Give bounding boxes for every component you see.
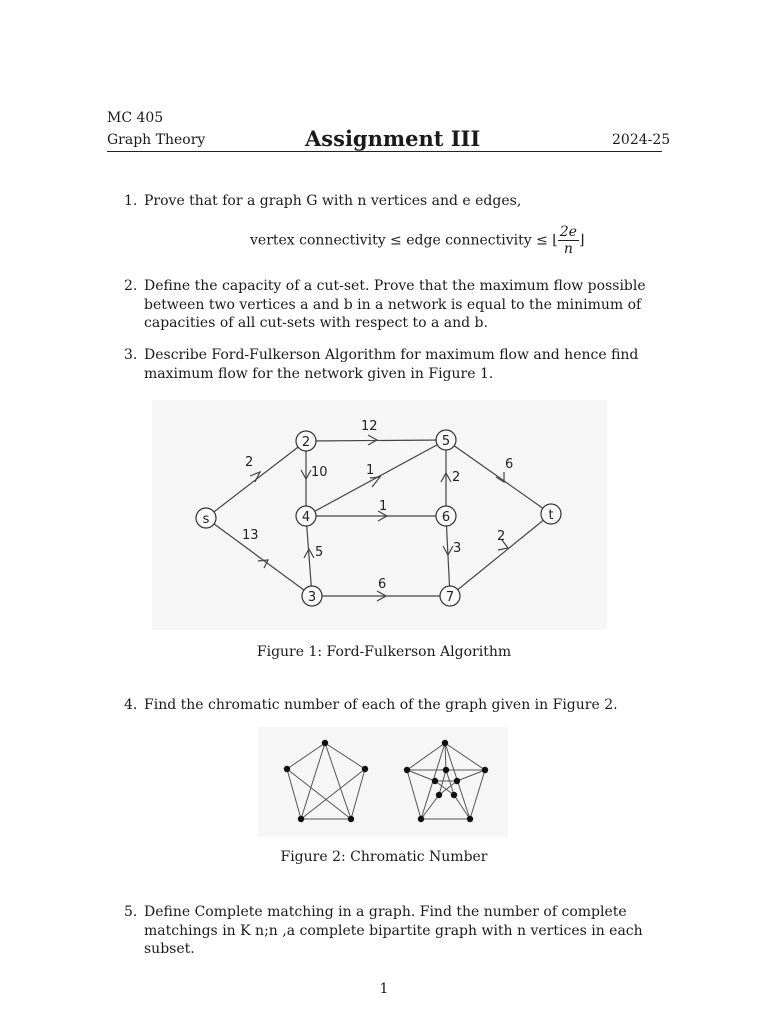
node-label-3: 3 xyxy=(307,590,317,605)
node-label-6: 6 xyxy=(441,510,451,525)
header-rule xyxy=(107,151,662,152)
vertex xyxy=(322,740,328,746)
question-number: 2. xyxy=(124,278,138,294)
capacity-7-t: 2 xyxy=(497,529,506,544)
course-name: Graph Theory xyxy=(107,132,206,148)
node-label-2: 2 xyxy=(301,435,311,450)
question-number: 3. xyxy=(124,347,138,363)
capacity-5-t: 6 xyxy=(505,457,514,472)
vertex xyxy=(362,766,368,772)
arrow-s-3 xyxy=(258,560,268,568)
capacity-3-7: 6 xyxy=(378,577,387,592)
capacity-6-5: 2 xyxy=(452,470,461,485)
question-text: Prove that for a graph G with n vertices and e edges, xyxy=(144,193,522,209)
formula-right: ⌋ xyxy=(578,232,585,249)
vertex xyxy=(467,816,473,822)
vertex xyxy=(454,778,460,784)
vertex xyxy=(482,767,488,773)
edge-7-t xyxy=(450,514,551,596)
vertex xyxy=(284,766,290,772)
capacity-s-3: 13 xyxy=(242,528,259,543)
question-text: Find the chromatic number of each of the graph given in Figure 2. xyxy=(144,697,618,713)
vertex xyxy=(404,767,410,773)
vertex xyxy=(298,816,304,822)
chromatic-graphs-figure xyxy=(258,727,508,837)
question-number: 4. xyxy=(124,697,138,713)
flow-network-figure xyxy=(152,400,607,630)
capacity-s-2: 2 xyxy=(245,455,254,470)
node-label-t: t xyxy=(548,508,554,523)
capacity-2-4: 10 xyxy=(311,465,328,480)
capacity-4-5: 1 xyxy=(366,463,375,478)
fraction xyxy=(558,224,579,257)
vertex xyxy=(418,816,424,822)
formula-left: vertex connectivity ≤ edge connectivity ≤ ⌊ xyxy=(250,232,558,249)
edge-s-3 xyxy=(206,518,312,596)
node-label-7: 7 xyxy=(445,590,455,605)
edge-5-t xyxy=(446,440,551,514)
figure-1-caption: Figure 1: Ford-Fulkerson Algorithm xyxy=(256,644,512,660)
vertex xyxy=(436,792,442,798)
vertex xyxy=(348,816,354,822)
node-label-s: s xyxy=(202,512,210,527)
capacity-4-6: 1 xyxy=(379,499,388,514)
page-number: 1 xyxy=(379,981,389,997)
node-label-5: 5 xyxy=(441,434,451,449)
capacity-3-4: 5 xyxy=(315,545,324,560)
question-number: 5. xyxy=(124,904,138,920)
capacity-2-5: 12 xyxy=(361,419,378,434)
vertex xyxy=(432,778,438,784)
graph-left xyxy=(287,743,365,819)
node-label-4: 4 xyxy=(301,510,311,525)
question-text: Define the capacity of a cut-set. Prove that the maximum flow possible between two vertices a and b in a network is equal to the minimum of capacities of all cut-sets with respect to a and b. xyxy=(144,278,646,331)
question-text: Define Complete matching in a graph. Find the number of complete matchings in K n;n ,a complete bipartite graph with n vertices in each subset. xyxy=(144,904,643,957)
vertex xyxy=(443,767,449,773)
vertex xyxy=(442,740,448,746)
fraction-numerator: 2e xyxy=(559,224,577,240)
figure-2-caption: Figure 2: Chromatic Number xyxy=(280,849,488,865)
course-code: MC 405 xyxy=(107,110,164,126)
vertex xyxy=(451,792,457,798)
graph-right xyxy=(407,743,485,819)
edge-3-4 xyxy=(306,516,312,596)
connectivity-formula xyxy=(250,224,584,257)
question-text: Describe Ford-Fulkerson Algorithm for maximum flow and hence find maximum flow for the network given in Figure 1. xyxy=(144,347,639,382)
capacity-6-7: 3 xyxy=(453,541,462,556)
academic-year: 2024-25 xyxy=(612,132,671,148)
fraction-denominator: n xyxy=(563,241,573,257)
page-title: Assignment III xyxy=(305,126,481,151)
question-number: 1. xyxy=(124,193,138,209)
